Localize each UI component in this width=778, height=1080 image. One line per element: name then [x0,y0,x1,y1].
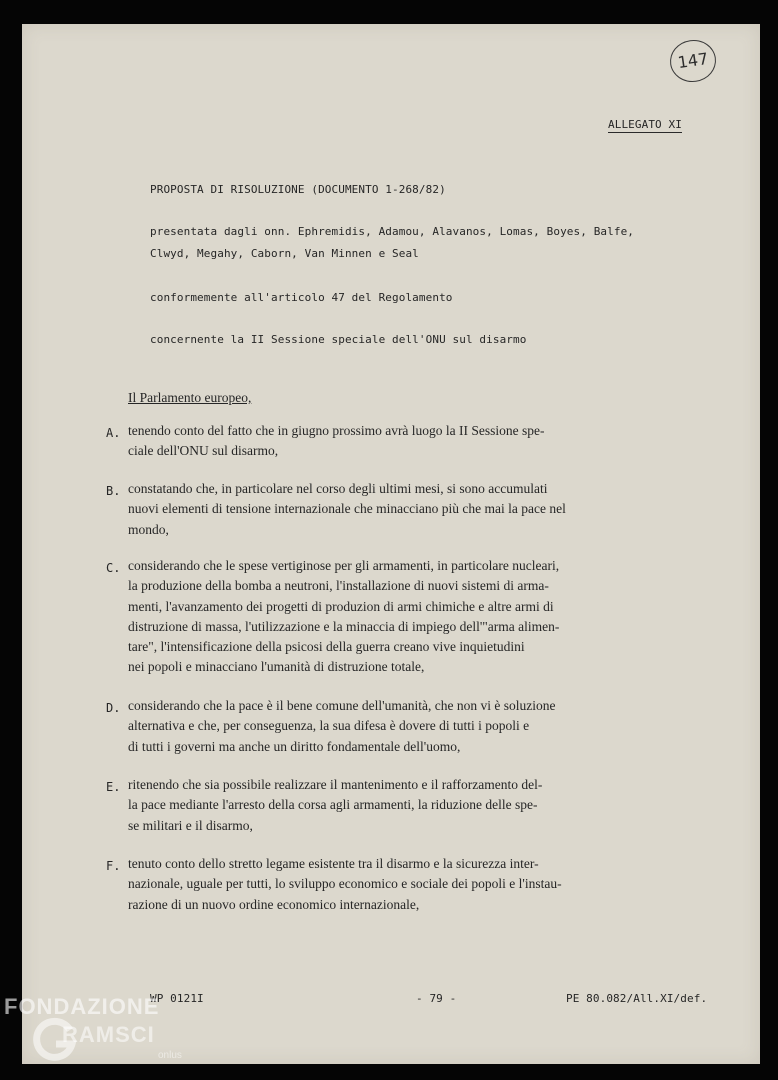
paragraph-letter: A. [106,426,121,440]
paragraph-line: nei popoli e minacciano l'umanità di distruzione totale, [128,659,425,675]
paragraph-line: mondo, [128,521,169,537]
paragraph-f [106,854,562,915]
document-page [22,24,760,1064]
paragraph-line: tenuto conto dello stretto legame esistente tra il disarmo e la sicurezza inter- [128,856,539,871]
paragraph-line: considerando che le spese vertiginose per gli armamenti, in particolare nucleari, [128,558,560,573]
paragraph-letter: F. [106,859,121,873]
presented-by-line-1: presentata dagli onn. Ephremidis, Adamou, Alavanos, Lomas, Boyes, Balfe, [150,225,635,238]
paragraph-line: ciale dell'ONU sul disarmo, [128,443,279,459]
watermark-subtitle: RAMSCI [62,1022,155,1047]
paragraph-line: considerando che la pace è il bene comune dell'umanità, che non vi è soluzione [128,698,556,713]
page-number-stamp: 147 [667,37,718,85]
footer-page-number: - 79 - [416,992,457,1005]
watermark-logo [0,990,200,1080]
watermark-title: FONDAZIONE [4,994,160,1019]
paragraph-line: di tutti i governi ma anche un diritto fondamentale dell'uomo, [128,738,461,754]
paragraph-a [106,421,545,462]
paragraph-line: razione di un nuovo ordine economico internazionale, [128,896,420,912]
paragraph-line: nuovi elementi di tensione internazionale che minacciano più che mai la pace nel [128,501,566,517]
footer-document-code: PE 80.082/All.XI/def. [566,992,708,1005]
paragraph-d [106,696,556,757]
paragraph-letter: E. [106,780,121,794]
paragraph-line: la produzione della bomba a neutroni, l'installazione di nuovi sistemi di arma- [128,578,549,594]
paragraph-line: ritenendo che sia possibile realizzare il mantenimento e il rafforzamento del- [128,777,543,792]
paragraph-line: distruzione di massa, l'utilizzazione e la minaccia di impiego dell'"arma alimen- [128,618,560,634]
paragraph-line: menti, l'avanzamento dei progetti di produzion di armi chimiche e altre armi di [128,598,554,614]
parliament-intro: Il Parlamento europeo, [128,390,252,405]
paragraph-line: tare", l'intensificazione della psicosi della guerra creano vive inquietudini [128,639,525,655]
paragraph-letter: B. [106,484,121,498]
document-title: PROPOSTA DI RISOLUZIONE (DOCUMENTO 1-268/82) [150,183,446,196]
paragraph-e [106,775,543,836]
paragraph-line: tenendo conto del fatto che in giugno prossimo avrà luogo la II Sessione spe- [128,423,545,438]
paragraph-line: constatando che, in particolare nel corso degli ultimi mesi, si sono accumulati [128,481,548,496]
paragraph-line: se militari e il disarmo, [128,817,253,833]
paragraph-line: alternativa e che, per conseguenza, la sua difesa è dovere di tutti i popoli e [128,718,530,734]
annex-label: ALLEGATO XI [608,118,682,131]
presented-by-line-2: Clwyd, Megahy, Caborn, Van Minnen e Seal [150,247,419,260]
paragraph-c [106,556,560,678]
watermark-suffix: onlus [158,1050,182,1061]
paragraph-b [106,479,566,540]
conformity-line: conformemente all'articolo 47 del Regolamento [150,291,453,304]
paragraph-line: la pace mediante l'arresto della corsa agli armamenti, la riduzione delle spe- [128,797,538,813]
subject-line: concernente la II Sessione speciale dell'ONU sul disarmo [150,333,527,346]
footer-reference: WP 0121I [150,992,204,1005]
paragraph-letter: D. [106,701,121,715]
paragraph-letter: C. [106,561,121,575]
paragraph-line: nazionale, uguale per tutti, lo sviluppo economico e sociale dei popoli e l'instau- [128,876,562,892]
